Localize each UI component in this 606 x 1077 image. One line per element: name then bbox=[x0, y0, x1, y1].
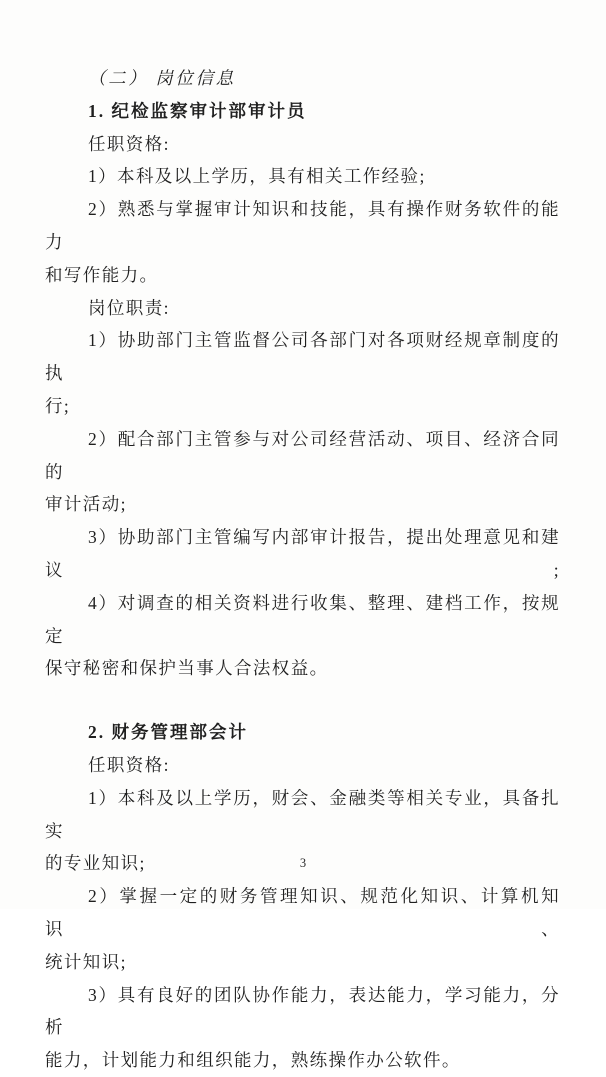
text-line: 4）对调查的相关资料进行收集、整理、建档工作，按规定 bbox=[45, 592, 560, 646]
text-line: 统计知识; bbox=[45, 951, 127, 972]
text-line: 1. 纪检监察审计部审计员 bbox=[88, 100, 307, 121]
text-line: 1）本科及以上学历，具有相关工作经验; bbox=[88, 166, 426, 187]
text-line: 的专业知识; bbox=[45, 853, 146, 874]
text-line: 3）具有良好的团队协作能力，表达能力，学习能力，分析 bbox=[45, 984, 560, 1038]
text-line: 和写作能力。 bbox=[45, 264, 159, 285]
text-line: 任职资格: bbox=[88, 754, 170, 775]
text-line: 行; bbox=[45, 395, 71, 416]
text-line: 2）配合部门主管参与对公司经营活动、项目、经济合同的 bbox=[45, 428, 560, 482]
text-line: 保守秘密和保护当事人合法权益。 bbox=[45, 658, 329, 679]
text-line: （二） 岗位信息 bbox=[88, 68, 236, 88]
text-line: 审计活动; bbox=[45, 494, 127, 515]
text-line: 2）掌握一定的财务管理知识、规范化知识、计算机知识、 bbox=[45, 886, 560, 939]
text-line: 岗位职责: bbox=[88, 297, 170, 318]
text-line: 3）协助部门主管编写内部审计报告，提出处理意见和建议; bbox=[45, 527, 560, 580]
text-line: 能力，计划能力和组织能力，熟练操作办公软件。 bbox=[45, 1050, 461, 1071]
document-body bbox=[45, 0, 560, 1077]
text-line: 2. 财务管理部会计 bbox=[88, 722, 248, 743]
page-number: 3 bbox=[299, 856, 307, 870]
text-line: 1）协助部门主管监督公司各部门对各项财经规章制度的执 bbox=[45, 330, 560, 384]
text-line: 1）本科及以上学历，财会、金融类等相关专业，具备扎实 bbox=[45, 787, 560, 841]
text-line: 任职资格: bbox=[88, 133, 170, 154]
text-line: 2）熟悉与掌握审计知识和技能，具有操作财务软件的能力 bbox=[45, 199, 560, 252]
